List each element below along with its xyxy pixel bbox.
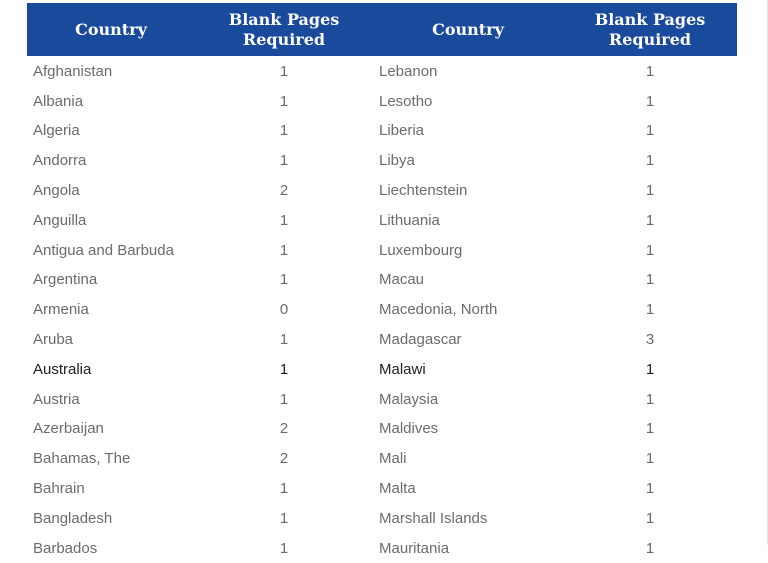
blank-pages-cell: 1	[279, 241, 289, 259]
header-country-right: Country	[432, 19, 504, 39]
country-cell: Bangladesh	[33, 509, 113, 527]
blank-pages-cell: 1	[645, 62, 655, 80]
blank-pages-cell: 1	[279, 390, 289, 408]
country-cell: Malaysia	[379, 390, 439, 408]
country-cell: Macedonia, North	[379, 301, 498, 319]
table-row	[27, 235, 737, 265]
blank-pages-cell: 1	[645, 390, 655, 408]
country-cell: Aruba	[33, 331, 74, 349]
blank-pages-cell: 1	[645, 509, 655, 527]
blank-pages-cell: 1	[645, 539, 655, 557]
table-row	[27, 86, 737, 116]
table-row	[27, 533, 737, 563]
country-cell: Maldives	[379, 420, 439, 438]
table-row	[27, 414, 737, 444]
blank-pages-cell: 1	[279, 152, 289, 170]
country-cell: Malawi	[379, 360, 426, 378]
blank-pages-cell: 1	[645, 122, 655, 140]
blank-pages-cell: 1	[279, 539, 289, 557]
table-row	[27, 295, 737, 325]
header-country-left: Country	[75, 19, 147, 39]
table-row	[27, 116, 737, 146]
blank-pages-cell: 1	[645, 241, 655, 259]
table-header	[27, 3, 737, 56]
country-cell: Armenia	[33, 301, 89, 319]
blank-pages-cell: 1	[645, 480, 655, 498]
header-pages-right: Blank Pages Required	[594, 9, 706, 49]
country-cell: Austria	[33, 390, 80, 408]
table-row	[27, 444, 737, 474]
country-cell: Bahamas, The	[33, 450, 131, 468]
blank-pages-cell: 1	[645, 211, 655, 229]
country-cell: Barbados	[33, 539, 98, 557]
table-row	[27, 354, 737, 384]
table-row	[27, 474, 737, 504]
country-cell: Liechtenstein	[379, 182, 468, 200]
country-cell: Mauritania	[379, 539, 450, 557]
table-row	[27, 384, 737, 414]
blank-pages-cell: 1	[645, 450, 655, 468]
blank-pages-cell: 1	[279, 480, 289, 498]
blank-pages-cell: 2	[279, 450, 289, 468]
country-cell: Macau	[379, 271, 425, 289]
blank-pages-cell: 1	[279, 509, 289, 527]
blank-pages-cell: 1	[279, 211, 289, 229]
blank-pages-cell: 2	[279, 182, 289, 200]
table-row	[27, 205, 737, 235]
country-cell: Mali	[379, 450, 407, 468]
country-cell: Angola	[33, 182, 80, 200]
country-cell: Anguilla	[33, 211, 87, 229]
country-cell: Algeria	[33, 122, 80, 140]
blank-pages-cell: 1	[279, 271, 289, 289]
blank-pages-cell: 1	[645, 301, 655, 319]
blank-pages-cell: 2	[279, 420, 289, 438]
blank-pages-cell: 1	[279, 360, 289, 378]
blank-pages-cell: 1	[645, 92, 655, 110]
table-row	[27, 503, 737, 533]
country-cell: Lithuania	[379, 211, 440, 229]
table-body	[27, 56, 737, 563]
blank-pages-cell: 1	[279, 92, 289, 110]
country-cell: Liberia	[379, 122, 425, 140]
country-cell: Australia	[33, 360, 92, 378]
header-pages-left: Blank Pages Required	[228, 9, 340, 49]
blank-pages-table	[27, 3, 737, 563]
blank-pages-cell: 1	[645, 360, 655, 378]
blank-pages-cell: 0	[279, 301, 289, 319]
country-cell: Azerbaijan	[33, 420, 104, 438]
table-row	[27, 176, 737, 206]
country-cell: Luxembourg	[379, 241, 463, 259]
country-cell: Lesotho	[379, 92, 433, 110]
table-row	[27, 146, 737, 176]
blank-pages-cell: 1	[279, 122, 289, 140]
blank-pages-cell: 1	[645, 271, 655, 289]
country-cell: Lebanon	[379, 62, 438, 80]
table-row	[27, 57, 737, 87]
country-cell: Malta	[379, 480, 416, 498]
country-cell: Libya	[379, 152, 415, 170]
blank-pages-cell: 3	[645, 331, 655, 349]
country-cell: Albania	[33, 92, 84, 110]
blank-pages-cell: 1	[279, 62, 289, 80]
table-row	[27, 265, 737, 295]
country-cell: Marshall Islands	[379, 509, 488, 527]
blank-pages-cell: 1	[645, 182, 655, 200]
country-cell: Madagascar	[379, 331, 462, 349]
blank-pages-cell: 1	[645, 152, 655, 170]
country-cell: Bahrain	[33, 480, 85, 498]
country-cell: Andorra	[33, 152, 87, 170]
blank-pages-cell: 1	[279, 331, 289, 349]
country-cell: Antigua and Barbuda	[33, 241, 174, 259]
table-row	[27, 325, 737, 355]
country-cell: Argentina	[33, 271, 98, 289]
blank-pages-cell: 1	[645, 420, 655, 438]
country-cell: Afghanistan	[33, 62, 113, 80]
